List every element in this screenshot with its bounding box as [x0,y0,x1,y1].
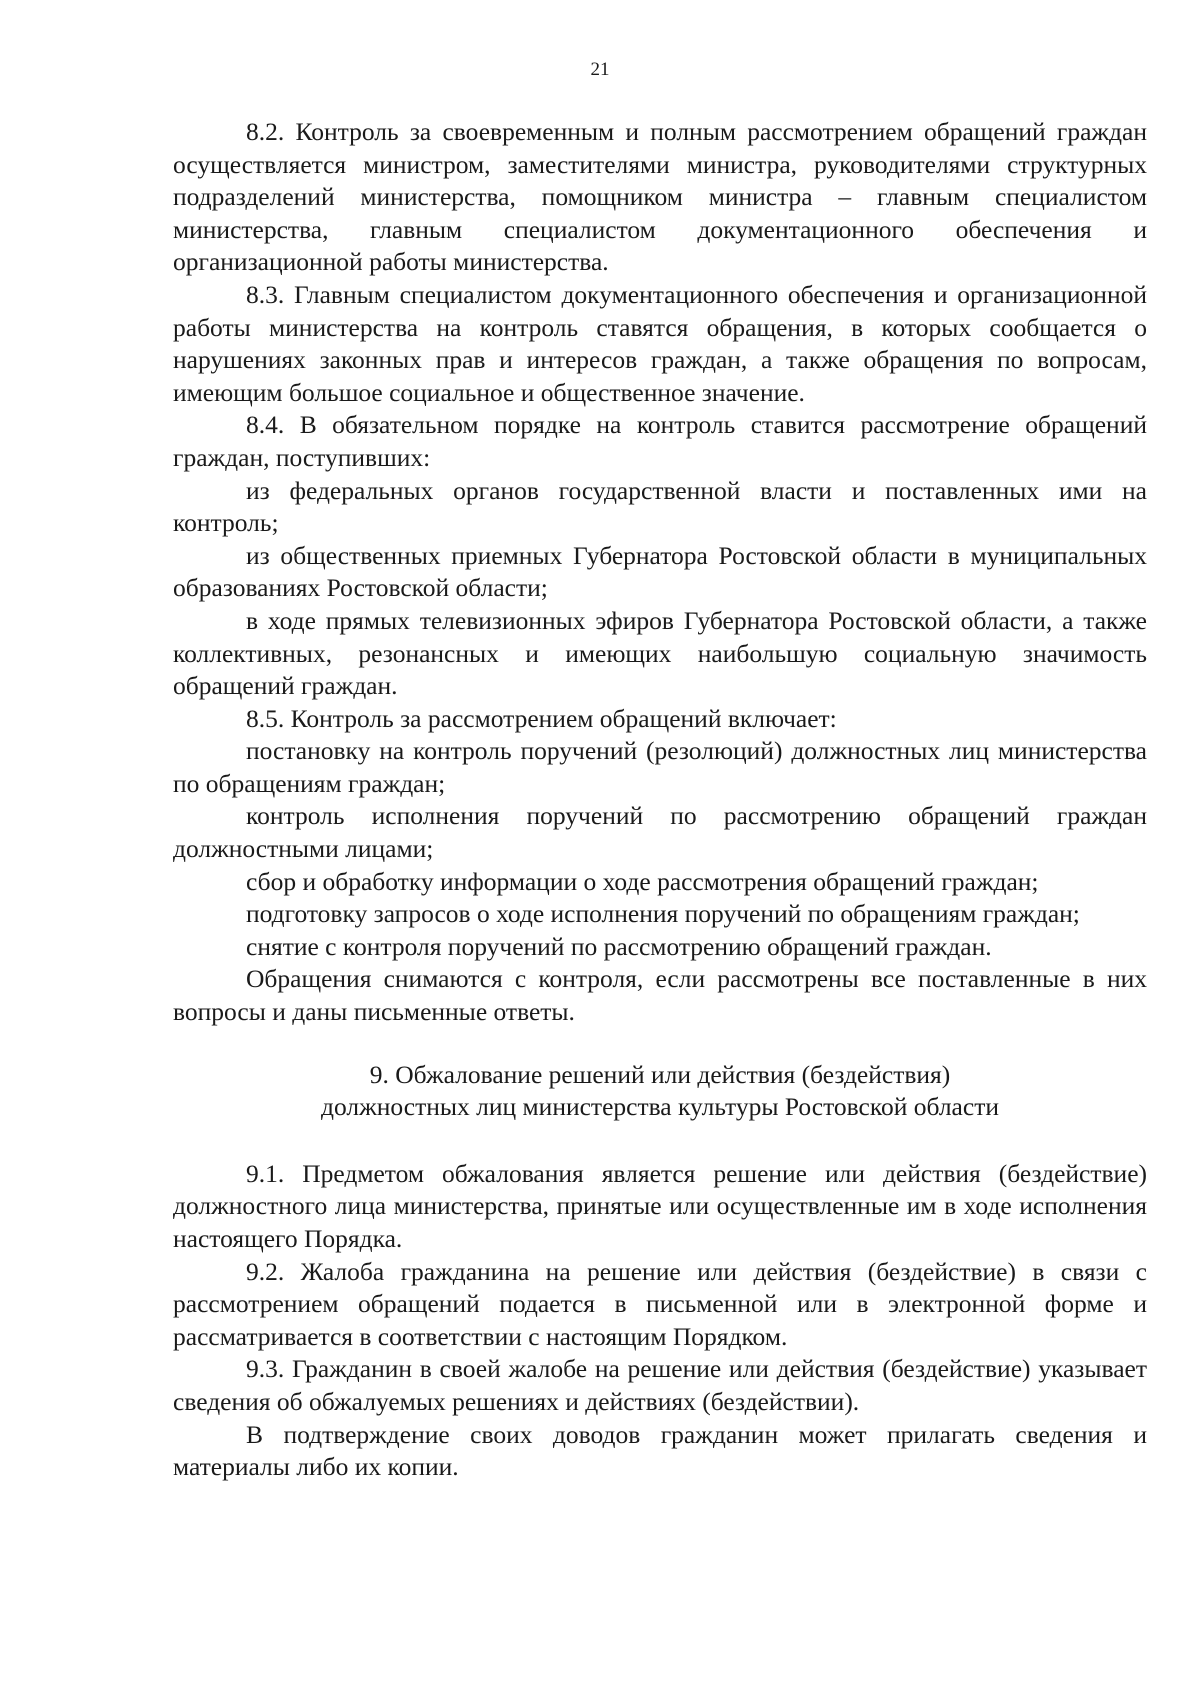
paragraph-removal-condition: Обращения снимаются с контроля, если рассмотрены все поставленные в них вопросы и даны письменные ответы. [173,964,1147,1027]
document-body [173,116,1147,1484]
list-item-federal-bodies: из федеральных органов государственной власти и поставленных ими на контроль; [173,475,1147,538]
list-item-public-receptions: из общественных приемных Губернатора Ростовской области в муниципальных образованиях Ростовской области; [173,540,1147,603]
section-8 [173,116,1147,1029]
spacer [173,1124,1147,1158]
paragraph-8-2: 8.2. Контроль за своевременным и полным рассмотрением обращений граждан осуществляется министром, заместителями министра, руководителями структурных подразделений министерства, помощником министра – главным специалистом министерства, главным специалистом документационного обеспечения и организационной работы министерства. [173,117,1147,277]
spacer [173,1029,1147,1059]
list-item-info-collection: сбор и обработку информации о ходе рассмотрения обращений граждан; [246,866,1039,896]
paragraph-8-3: 8.3. Главным специалистом документационного обеспечения и организационной работы министерства на контроль ставятся обращения, в которых сообщается о нарушениях законных прав и интересов граждан, а также обращения по вопросам, имеющим большое социальное и общественное значение. [173,279,1147,407]
list-item-request-preparation: подготовку запросов о ходе исполнения поручений по обращениям граждан; [246,899,1080,929]
paragraph-8-5: 8.5. Контроль за рассмотрением обращений включает: [246,703,837,733]
list-item-execution-control: контроль исполнения поручений по рассмотрению обращений граждан должностными лицами; [173,801,1147,864]
section-9 [173,1158,1147,1484]
page-number: 21 [590,59,610,80]
list-item-removal-from-control: снятие с контроля поручений по рассмотрению обращений граждан. [246,931,992,961]
paragraph-9-3: 9.3. Гражданин в своей жалобе на решение или действия (бездействие) указывает сведения об обжалуемых решениях и действиях (бездействии). [173,1354,1147,1416]
section-9-heading [173,1059,1147,1124]
paragraph-supporting-materials: В подтверждение своих доводов гражданин может прилагать сведения и материалы либо их копии. [173,1419,1147,1482]
paragraph-9-2: 9.2. Жалоба гражданина на решение или действия (бездействие) в связи с рассмотрением обращений подается в письменной или в электронной форме и рассматривается в соответствии с настоящим Порядком. [173,1256,1147,1351]
section-heading-line-2: должностных лиц министерства культуры Ростовской области [321,1092,999,1122]
list-item-tv-broadcasts: в ходе прямых телевизионных эфиров Губернатора Ростовской области, а также коллективных, резонансных и имеющих наибольшую социальную значимость обращений граждан. [173,605,1147,701]
list-item-setting-control: постановку на контроль поручений (резолюций) должностных лиц министерства по обращениям граждан; [173,736,1147,798]
section-heading-line-1: 9. Обжалование решений или действия (бездействия) [369,1059,951,1089]
paragraph-8-4: 8.4. В обязательном порядке на контроль ставится рассмотрение обращений граждан, поступивших: [173,410,1147,472]
paragraph-9-1: 9.1. Предметом обжалования является решение или действия (бездействие) должностного лица министерства, принятые или осуществленные им в ходе исполнения настоящего Порядка. [173,1158,1147,1253]
